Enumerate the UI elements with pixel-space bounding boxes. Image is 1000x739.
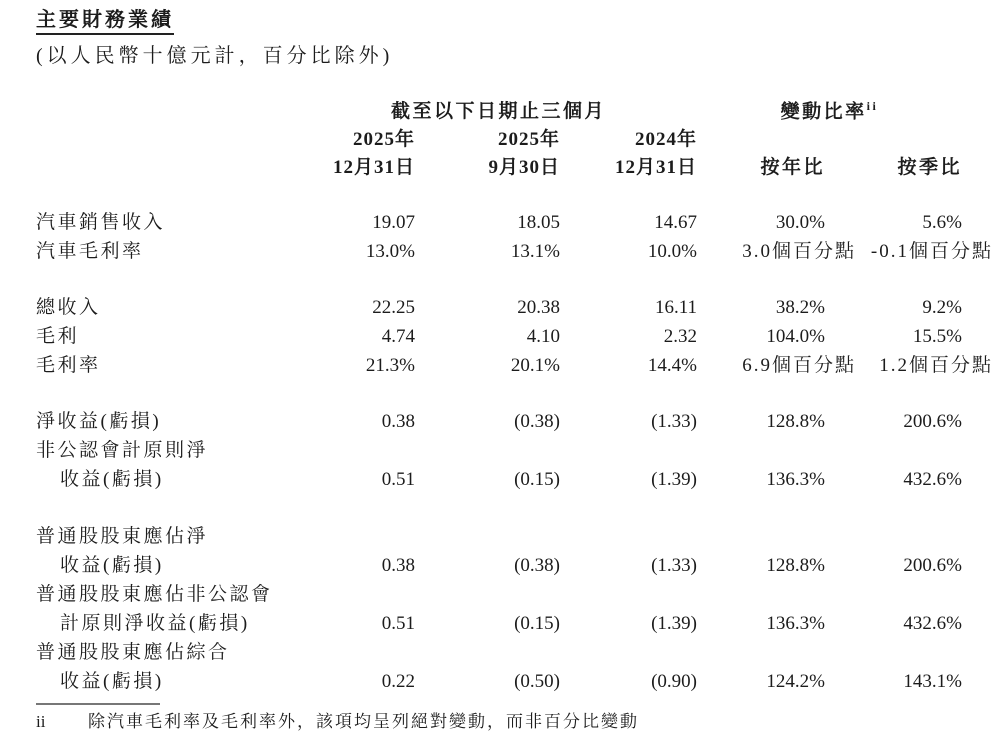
value-cell — [697, 577, 825, 606]
row-label: 普通股股東應佔非公認會 — [36, 584, 273, 606]
value-cell: 14.4% — [647, 355, 697, 377]
value-cell — [300, 433, 415, 462]
value-cell: 200.6% — [903, 411, 962, 433]
value-cell — [415, 577, 560, 606]
value-cell — [300, 519, 415, 548]
table-row — [36, 205, 962, 234]
col-header-yoy: 按年比 — [760, 157, 825, 179]
col-header-year-3: 2024年 — [634, 129, 697, 151]
value-cell: 0.51 — [381, 613, 415, 635]
table-row — [36, 577, 962, 606]
value-cell: (0.15) — [514, 613, 560, 635]
value-cell: -0.1個百分點 — [870, 241, 993, 263]
spacer-row — [36, 491, 962, 519]
value-cell: 143.1% — [903, 671, 962, 693]
spacer-row — [36, 179, 962, 205]
value-cell: 4.74 — [381, 326, 415, 348]
value-cell: 5.6% — [922, 212, 962, 234]
col-header-qoq: 按季比 — [897, 157, 962, 179]
header-empty-cell — [36, 151, 300, 179]
value-cell — [825, 519, 962, 548]
value-cell: 19.07 — [372, 212, 415, 234]
row-label: 普通股股東應佔綜合 — [36, 642, 230, 664]
table-body — [36, 205, 993, 693]
value-cell — [560, 577, 697, 606]
table-row — [36, 664, 962, 693]
row-label: 毛利 — [36, 326, 80, 348]
value-cell — [300, 577, 415, 606]
value-cell: (0.38) — [514, 555, 560, 577]
value-cell: 10.0% — [647, 241, 697, 263]
value-cell: (1.39) — [651, 469, 697, 491]
value-cell: 3.0個百分點 — [742, 241, 856, 263]
value-cell — [697, 433, 825, 462]
value-cell: 136.3% — [766, 613, 825, 635]
table-row — [36, 404, 962, 433]
value-cell — [697, 519, 825, 548]
value-cell — [697, 635, 825, 664]
value-cell: (0.50) — [514, 671, 560, 693]
value-cell: 6.9個百分點 — [742, 355, 856, 377]
table-row — [36, 462, 962, 491]
value-cell: 14.67 — [654, 212, 697, 234]
value-cell: (0.15) — [514, 469, 560, 491]
value-cell: 136.3% — [766, 469, 825, 491]
col-header-date-1: 12月31日 — [332, 157, 415, 179]
table-row — [36, 319, 962, 348]
value-cell: 0.22 — [381, 671, 415, 693]
change-ratio-header-text: 變動比率 — [780, 101, 867, 123]
header-group-row — [36, 93, 962, 123]
value-cell — [560, 635, 697, 664]
footnote — [36, 703, 962, 734]
value-cell: (0.90) — [651, 671, 697, 693]
value-cell — [825, 635, 962, 664]
value-cell: 432.6% — [903, 613, 962, 635]
value-cell: 124.2% — [766, 671, 825, 693]
period-header: 截至以下日期止三個月 — [390, 101, 606, 123]
value-cell: 9.2% — [922, 297, 962, 319]
table-row — [36, 548, 962, 577]
spacer-row — [36, 377, 962, 404]
value-cell: 13.1% — [510, 241, 560, 263]
value-cell — [825, 577, 962, 606]
value-cell: 18.05 — [517, 212, 560, 234]
value-cell: 21.3% — [365, 355, 415, 377]
footnote-text: 除汽車毛利率及毛利率外，該項均呈列絕對變動，而非百分比變動 — [88, 712, 639, 731]
row-label: 收益(虧損) — [60, 555, 164, 577]
financial-results-table — [36, 93, 993, 693]
value-cell: (0.38) — [514, 411, 560, 433]
value-cell: 432.6% — [903, 469, 962, 491]
row-label: 淨收益(虧損) — [36, 411, 162, 433]
header-empty-cell — [36, 93, 300, 123]
row-label: 汽車銷售收入 — [36, 212, 166, 234]
value-cell: 128.8% — [766, 411, 825, 433]
row-label: 總收入 — [36, 297, 101, 319]
value-cell: 20.38 — [517, 297, 560, 319]
value-cell: 30.0% — [775, 212, 825, 234]
value-cell — [415, 433, 560, 462]
value-cell: 0.38 — [381, 555, 415, 577]
value-cell — [560, 519, 697, 548]
value-cell: 16.11 — [654, 297, 697, 319]
header-year-row — [36, 123, 962, 151]
value-cell: (1.39) — [651, 613, 697, 635]
header-empty-cell — [825, 123, 962, 151]
value-cell: 0.38 — [381, 411, 415, 433]
value-cell: 128.8% — [766, 555, 825, 577]
header-empty-cell — [697, 123, 825, 151]
table-row — [36, 290, 962, 319]
table-row — [36, 519, 962, 548]
table-row — [36, 635, 962, 664]
value-cell: (1.33) — [651, 555, 697, 577]
value-cell — [825, 433, 962, 462]
value-cell — [300, 635, 415, 664]
value-cell: (1.33) — [651, 411, 697, 433]
value-cell: 4.10 — [526, 326, 560, 348]
col-header-date-2: 9月30日 — [488, 157, 560, 179]
spacer-row — [36, 263, 962, 290]
value-cell: 104.0% — [766, 326, 825, 348]
value-cell: 200.6% — [903, 555, 962, 577]
row-label: 收益(虧損) — [60, 671, 164, 693]
footnote-line — [36, 710, 962, 734]
change-ratio-header — [697, 93, 962, 123]
table-header — [36, 93, 962, 205]
value-cell: 13.0% — [365, 241, 415, 263]
table-row — [36, 606, 962, 635]
row-label: 普通股股東應佔淨 — [36, 526, 209, 548]
row-label: 非公認會計原則淨 — [36, 440, 209, 462]
header-empty-cell — [36, 123, 300, 151]
col-header-date-3: 12月31日 — [614, 157, 697, 179]
footnote-marker: ii — [36, 712, 46, 731]
value-cell: 0.51 — [381, 469, 415, 491]
header-date-row — [36, 151, 962, 179]
change-ratio-footnote-ref: ii — [866, 98, 879, 113]
value-cell — [415, 635, 560, 664]
row-label: 計原則淨收益(虧損) — [60, 613, 250, 635]
value-cell — [560, 433, 697, 462]
value-cell: 22.25 — [372, 297, 415, 319]
value-cell: 1.2個百分點 — [879, 355, 993, 377]
row-label: 收益(虧損) — [60, 469, 164, 491]
value-cell: 2.32 — [663, 326, 697, 348]
row-label: 毛利率 — [36, 355, 101, 377]
value-cell — [415, 519, 560, 548]
value-cell: 38.2% — [775, 297, 825, 319]
table-row — [36, 348, 962, 377]
page-title: 主要財務業績 — [36, 8, 174, 35]
row-label: 汽車毛利率 — [36, 241, 144, 263]
value-cell: 20.1% — [510, 355, 560, 377]
col-header-year-2: 2025年 — [497, 129, 560, 151]
page-subtitle: (以人民幣十億元計，百分比除外) — [36, 45, 394, 67]
col-header-year-1: 2025年 — [352, 129, 415, 151]
table-row — [36, 234, 962, 263]
footnote-divider — [36, 703, 160, 705]
table-row — [36, 433, 962, 462]
value-cell: 15.5% — [912, 326, 962, 348]
